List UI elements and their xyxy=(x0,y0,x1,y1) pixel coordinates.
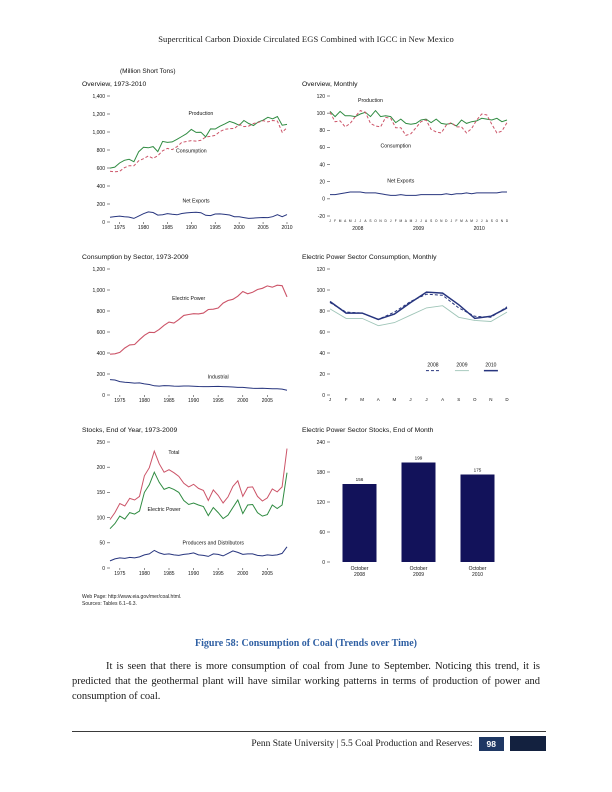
svg-text:D: D xyxy=(445,219,448,223)
footer-text: Penn State University | 5.5 Coal Production and Reserves: xyxy=(251,738,473,749)
svg-text:175: 175 xyxy=(473,467,482,473)
svg-text:F: F xyxy=(455,219,458,223)
svg-text:2000: 2000 xyxy=(237,398,249,404)
chart-title: Electric Power Sector Stocks, End of Month xyxy=(302,427,434,434)
svg-text:0: 0 xyxy=(322,196,325,203)
svg-text:1985: 1985 xyxy=(161,225,173,231)
chart-title: Electric Power Sector Consumption, Monthly xyxy=(302,254,437,261)
svg-text:Electric Power: Electric Power xyxy=(147,507,181,514)
stocks-end-of-year-plot xyxy=(82,436,295,584)
svg-text:O: O xyxy=(473,397,477,402)
svg-text:D: D xyxy=(505,397,509,402)
svg-text:O: O xyxy=(434,219,438,223)
svg-text:J: J xyxy=(415,219,417,223)
svg-text:October: October xyxy=(350,566,369,572)
svg-text:200: 200 xyxy=(96,465,105,471)
svg-text:J: J xyxy=(450,219,453,223)
page-number-badge: 98 xyxy=(479,737,504,751)
chart-stocks-end-of-year xyxy=(82,427,298,584)
svg-text:M: M xyxy=(460,219,463,223)
svg-text:100: 100 xyxy=(96,515,105,522)
electric-power-consumption-monthly-plot xyxy=(302,263,515,411)
svg-text:A: A xyxy=(344,219,347,223)
svg-text:80: 80 xyxy=(319,308,325,315)
svg-text:N: N xyxy=(379,219,382,223)
electric-power-stocks-bar-plot xyxy=(302,436,515,584)
svg-text:A: A xyxy=(404,219,407,223)
svg-text:1990: 1990 xyxy=(188,571,200,577)
svg-text:S: S xyxy=(490,219,493,223)
svg-text:50: 50 xyxy=(99,540,105,547)
svg-text:J: J xyxy=(420,219,422,223)
svg-text:A: A xyxy=(465,219,468,223)
svg-text:600: 600 xyxy=(96,165,105,172)
svg-text:120: 120 xyxy=(316,93,325,100)
svg-text:October: October xyxy=(409,566,428,572)
svg-text:O: O xyxy=(374,219,377,223)
source-webpage: Web Page: http://www.eia.gov/mer/coal.html. xyxy=(82,594,182,600)
svg-text:Electric Power: Electric Power xyxy=(172,295,206,302)
svg-text:M: M xyxy=(348,219,352,223)
svg-text:40: 40 xyxy=(319,350,325,357)
sources-block xyxy=(82,594,612,608)
svg-text:800: 800 xyxy=(96,308,105,315)
svg-text:60: 60 xyxy=(319,145,325,152)
chart-title: Consumption by Sector, 1973-2009 xyxy=(82,254,189,261)
svg-text:Consumption: Consumption xyxy=(176,148,207,155)
svg-text:J: J xyxy=(389,219,392,223)
svg-text:S: S xyxy=(430,219,433,223)
svg-text:1,200: 1,200 xyxy=(92,111,105,118)
svg-text:120: 120 xyxy=(316,266,325,273)
svg-text:200: 200 xyxy=(96,371,105,378)
svg-text:0: 0 xyxy=(102,565,105,572)
svg-text:0: 0 xyxy=(322,392,325,399)
svg-text:1985: 1985 xyxy=(163,571,175,577)
svg-text:2008: 2008 xyxy=(427,362,439,369)
svg-text:2005: 2005 xyxy=(261,398,273,404)
svg-text:2000: 2000 xyxy=(237,571,249,577)
page-footer xyxy=(72,731,546,751)
svg-text:M: M xyxy=(360,397,365,402)
svg-text:0: 0 xyxy=(102,219,105,226)
svg-text:2005: 2005 xyxy=(257,225,269,231)
svg-text:1,000: 1,000 xyxy=(92,129,105,136)
svg-text:N: N xyxy=(440,219,443,223)
svg-text:199: 199 xyxy=(414,455,423,461)
svg-text:100: 100 xyxy=(316,287,325,294)
svg-text:1980: 1980 xyxy=(138,398,150,404)
chart-overview-monthly xyxy=(302,81,522,238)
svg-text:200: 200 xyxy=(96,201,105,208)
svg-text:A: A xyxy=(425,219,428,223)
source-tables: Sources: Tables 6.1–6.3. xyxy=(82,601,137,607)
svg-text:120: 120 xyxy=(316,499,325,506)
svg-text:400: 400 xyxy=(96,183,105,190)
svg-text:Net Exports: Net Exports xyxy=(387,178,415,185)
svg-text:Total: Total xyxy=(168,450,180,457)
svg-text:Net Exports: Net Exports xyxy=(182,198,210,205)
svg-text:600: 600 xyxy=(96,329,105,336)
svg-text:20: 20 xyxy=(319,371,325,378)
svg-text:S: S xyxy=(369,219,372,223)
svg-text:1975: 1975 xyxy=(114,571,126,577)
svg-text:2008: 2008 xyxy=(352,226,364,232)
chart-overview-annual xyxy=(82,81,298,238)
overview-annual-plot xyxy=(82,90,295,238)
svg-text:1985: 1985 xyxy=(163,398,175,404)
svg-text:0: 0 xyxy=(102,392,105,399)
svg-text:M: M xyxy=(392,397,397,402)
svg-text:M: M xyxy=(409,219,413,223)
svg-text:0: 0 xyxy=(322,559,325,566)
svg-text:F: F xyxy=(394,219,397,223)
svg-text:M: M xyxy=(470,219,473,223)
svg-text:156: 156 xyxy=(355,477,364,482)
svg-text:1990: 1990 xyxy=(185,225,197,231)
svg-text:1995: 1995 xyxy=(212,398,224,404)
svg-text:J: J xyxy=(480,219,483,223)
svg-text:60: 60 xyxy=(319,529,325,536)
chart-electric-power-stocks-end-of-month xyxy=(302,427,522,584)
body-paragraph: It is seen that there is more consumption of coal from June to September. Noticing this trend, it is predicted that the geothermal plant will have similar working patterns in terms of production of power and consumption of coal. xyxy=(72,661,540,703)
svg-text:J: J xyxy=(354,219,357,223)
svg-text:D: D xyxy=(505,219,509,223)
svg-text:100: 100 xyxy=(316,110,325,117)
svg-text:1975: 1975 xyxy=(114,225,126,231)
svg-text:N: N xyxy=(500,219,504,223)
svg-text:A: A xyxy=(364,219,367,223)
chart-title: Stocks, End of Year, 1973-2009 xyxy=(82,427,178,434)
svg-text:F: F xyxy=(334,219,337,223)
svg-text:2010: 2010 xyxy=(473,226,485,232)
svg-text:October: October xyxy=(468,566,487,572)
units-label: (Million Short Tons) xyxy=(120,68,176,75)
svg-text:J: J xyxy=(409,397,412,402)
figure-caption: Figure 58: Consumption of Coal (Trends over Time) xyxy=(195,638,417,649)
svg-text:2008: 2008 xyxy=(353,572,366,578)
svg-text:400: 400 xyxy=(96,350,105,357)
svg-text:1,000: 1,000 xyxy=(92,287,105,294)
svg-text:Consumption: Consumption xyxy=(380,143,412,150)
svg-text:Producers and Distributors: Producers and Distributors xyxy=(182,540,244,547)
svg-text:M: M xyxy=(399,219,403,223)
svg-text:Production: Production xyxy=(358,98,383,104)
svg-text:1975: 1975 xyxy=(114,398,126,404)
svg-text:2000: 2000 xyxy=(233,225,245,231)
svg-text:800: 800 xyxy=(96,147,105,154)
svg-text:1995: 1995 xyxy=(209,225,221,231)
svg-text:S: S xyxy=(457,397,461,402)
svg-text:80: 80 xyxy=(319,128,325,135)
svg-text:1990: 1990 xyxy=(188,398,200,404)
svg-text:F: F xyxy=(344,397,348,402)
svg-text:J: J xyxy=(329,219,331,223)
svg-text:60: 60 xyxy=(319,329,325,336)
footer-row xyxy=(72,736,546,751)
svg-text:150: 150 xyxy=(96,490,105,497)
svg-text:2009: 2009 xyxy=(412,572,425,578)
svg-text:O: O xyxy=(495,219,499,223)
svg-text:A: A xyxy=(376,397,380,402)
footer-rule xyxy=(72,731,546,732)
chart-consumption-by-sector xyxy=(82,254,298,411)
svg-text:1980: 1980 xyxy=(137,225,150,231)
svg-text:40: 40 xyxy=(319,162,325,169)
svg-text:N: N xyxy=(489,397,493,402)
page-header: Supercritical Carbon Dioxide Circulated EGS Combined with IGCC in New Mexico xyxy=(158,34,454,44)
svg-text:A: A xyxy=(485,219,488,223)
svg-text:J: J xyxy=(475,219,478,223)
chart-electric-power-consumption-monthly xyxy=(302,254,522,411)
svg-text:180: 180 xyxy=(316,469,325,476)
svg-text:Production: Production xyxy=(188,110,214,117)
svg-text:250: 250 xyxy=(96,439,105,446)
charts-grid xyxy=(82,81,612,584)
svg-text:2010: 2010 xyxy=(471,572,484,578)
svg-text:2005: 2005 xyxy=(261,571,273,577)
svg-text:-20: -20 xyxy=(317,213,325,220)
svg-text:2010: 2010 xyxy=(485,362,497,369)
svg-text:2010: 2010 xyxy=(281,225,293,231)
svg-text:1980: 1980 xyxy=(138,571,150,577)
svg-text:240: 240 xyxy=(316,439,325,446)
overview-monthly-plot xyxy=(302,90,515,238)
consumption-by-sector-plot xyxy=(82,263,295,411)
svg-text:2009: 2009 xyxy=(456,362,468,369)
svg-text:A: A xyxy=(441,397,445,402)
svg-text:D: D xyxy=(384,219,387,223)
svg-text:J: J xyxy=(328,397,332,402)
footer-accent-bar xyxy=(510,736,546,751)
svg-text:1995: 1995 xyxy=(212,571,224,577)
chart-title: Overview, 1973-2010 xyxy=(82,81,147,88)
svg-text:1,200: 1,200 xyxy=(92,266,105,273)
svg-text:J: J xyxy=(359,219,362,223)
svg-text:20: 20 xyxy=(319,179,325,186)
chart-title: Overview, Monthly xyxy=(302,81,358,88)
svg-text:1,400: 1,400 xyxy=(92,93,105,100)
svg-text:Industrial: Industrial xyxy=(207,374,229,381)
svg-text:J: J xyxy=(425,397,428,402)
svg-text:2009: 2009 xyxy=(412,226,425,232)
svg-text:M: M xyxy=(338,219,342,223)
